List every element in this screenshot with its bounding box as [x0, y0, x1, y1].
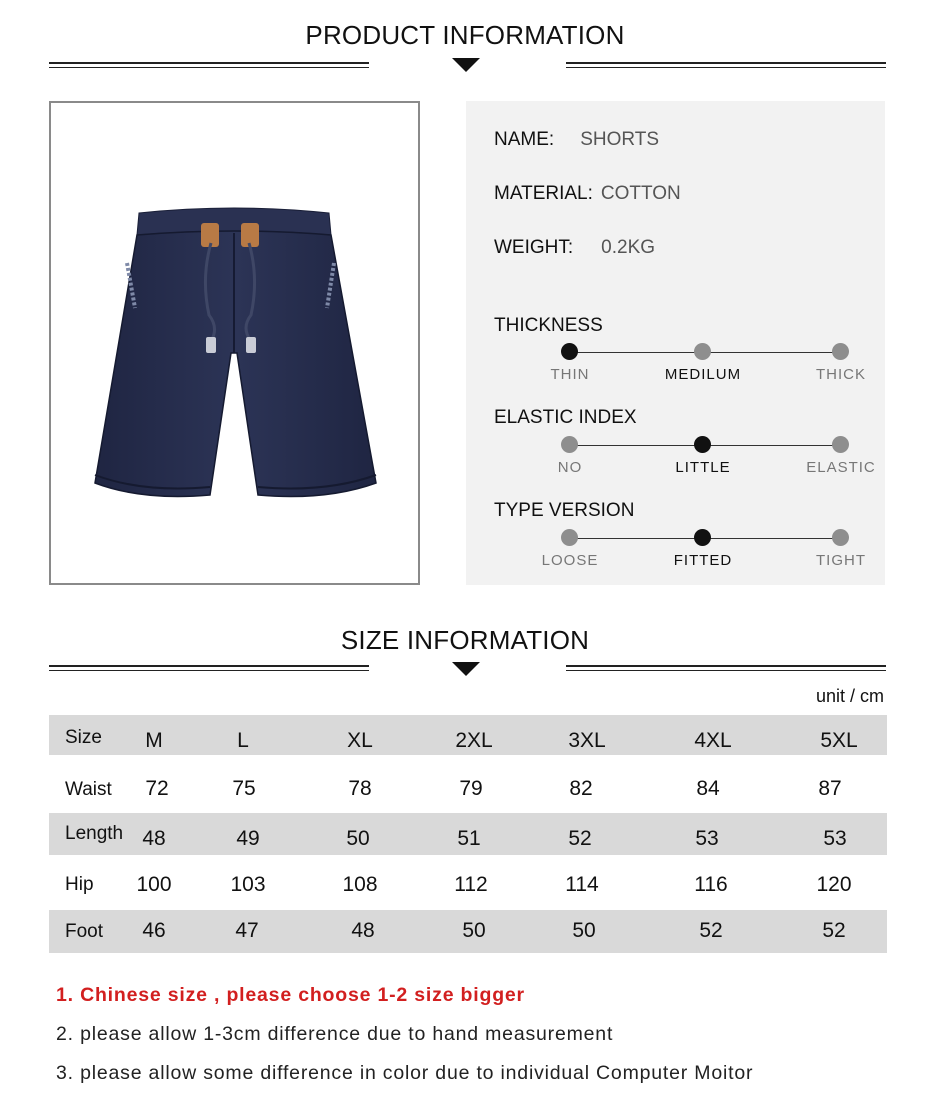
- title-rule-right: [566, 62, 886, 70]
- table-cell: 49: [236, 827, 260, 850]
- table-cell: 51: [457, 827, 481, 850]
- down-triangle-icon: [452, 662, 480, 676]
- table-cell: 112: [454, 873, 488, 896]
- thickness-label-thick: THICK: [816, 366, 866, 383]
- table-cell: 114: [565, 873, 599, 896]
- weight-value: 0.2KG: [601, 237, 656, 258]
- down-triangle-icon: [452, 58, 480, 72]
- table-cell: 100: [136, 873, 172, 896]
- product-info-title: PRODUCT INFORMATION: [305, 20, 625, 50]
- table-cell: 72: [145, 777, 169, 800]
- table-row: [49, 813, 887, 855]
- table-row: [49, 855, 887, 910]
- row-label-length: Length: [65, 823, 124, 844]
- table-cell: 48: [351, 919, 375, 942]
- thickness-title: THICKNESS: [494, 315, 603, 336]
- elastic-dot-little: [694, 436, 711, 453]
- size-rule-left: [49, 665, 369, 673]
- row-label-hip: Hip: [65, 874, 94, 895]
- shorts-image: [51, 103, 418, 583]
- type-label-tight: TIGHT: [816, 552, 866, 569]
- table-cell: 52: [822, 919, 846, 942]
- size-info-title: SIZE INFORMATION: [340, 625, 590, 655]
- notes-list: [56, 982, 753, 1099]
- elastic-title: ELASTIC INDEX: [494, 407, 637, 428]
- name-value: SHORTS: [580, 129, 660, 150]
- table-cell: 79: [459, 777, 483, 800]
- table-cell: 108: [342, 873, 378, 896]
- table-cell: 52: [699, 919, 723, 942]
- size-col: XL: [347, 729, 373, 752]
- type-dot-tight: [832, 529, 849, 546]
- material-value: COTTON: [600, 183, 681, 204]
- note-size-advice: 1. Chinese size , please choose 1-2 size bigger: [56, 984, 525, 1006]
- elastic-dot-no: [561, 436, 578, 453]
- table-cell: 53: [695, 827, 719, 850]
- name-label: NAME:: [494, 129, 555, 150]
- size-col: 5XL: [820, 729, 858, 752]
- table-cell: 87: [818, 777, 842, 800]
- table-cell: 52: [568, 827, 592, 850]
- size-rule-right: [566, 665, 886, 673]
- type-dot-loose: [561, 529, 578, 546]
- thickness-dot-thick: [832, 343, 849, 360]
- row-label-foot: Foot: [65, 921, 104, 942]
- size-col: 3XL: [568, 729, 606, 752]
- note-measurement: 2. please allow 1-3cm difference due to hand measurement: [56, 1023, 614, 1045]
- elastic-label-little: LITTLE: [675, 459, 731, 476]
- type-label-fitted: FITTED: [673, 552, 733, 569]
- weight-row: [494, 237, 655, 259]
- weight-label: WEIGHT:: [494, 237, 574, 258]
- type-label-loose: LOOSE: [541, 552, 599, 569]
- table-cell: 47: [235, 919, 259, 942]
- elastic-label-no: NO: [557, 459, 583, 476]
- table-cell: 50: [462, 919, 486, 942]
- material-row: [494, 183, 681, 205]
- size-table: [49, 715, 887, 953]
- table-row: [49, 755, 887, 813]
- thickness-label-thin: THIN: [550, 366, 590, 383]
- size-col: L: [237, 729, 249, 752]
- row-label-waist: Waist: [65, 779, 112, 800]
- name-row: [494, 129, 659, 151]
- table-header-row: [49, 715, 887, 755]
- title-rule-left: [49, 62, 369, 70]
- table-cell: 116: [694, 873, 728, 896]
- product-photo: [49, 101, 420, 585]
- table-cell: 50: [346, 827, 370, 850]
- table-cell: 84: [696, 777, 720, 800]
- size-col: 4XL: [694, 729, 732, 752]
- table-cell: 82: [569, 777, 593, 800]
- table-cell: 50: [572, 919, 596, 942]
- product-info-panel: [466, 101, 885, 585]
- table-cell: 48: [142, 827, 166, 850]
- type-title: TYPE VERSION: [494, 500, 635, 521]
- size-header-label: Size: [65, 727, 102, 748]
- table-row: [49, 910, 887, 953]
- unit-label: unit / cm: [815, 686, 884, 706]
- table-cell: 75: [232, 777, 256, 800]
- table-cell: 103: [230, 873, 266, 896]
- size-col: M: [145, 729, 163, 752]
- thickness-dot-medium: [694, 343, 711, 360]
- table-cell: 46: [142, 919, 166, 942]
- size-col: 2XL: [455, 729, 493, 752]
- table-cell: 53: [823, 827, 847, 850]
- table-cell: 120: [816, 873, 852, 896]
- material-label: MATERIAL:: [494, 183, 593, 204]
- thickness-dot-thin: [561, 343, 578, 360]
- elastic-label-elastic: ELASTIC: [806, 459, 876, 476]
- thickness-label-medium: MEDILUM: [664, 366, 742, 383]
- type-dot-fitted: [694, 529, 711, 546]
- elastic-dot-elastic: [832, 436, 849, 453]
- note-color: 3. please allow some difference in color due to individual Computer Moitor: [56, 1062, 754, 1084]
- table-cell: 78: [348, 777, 372, 800]
